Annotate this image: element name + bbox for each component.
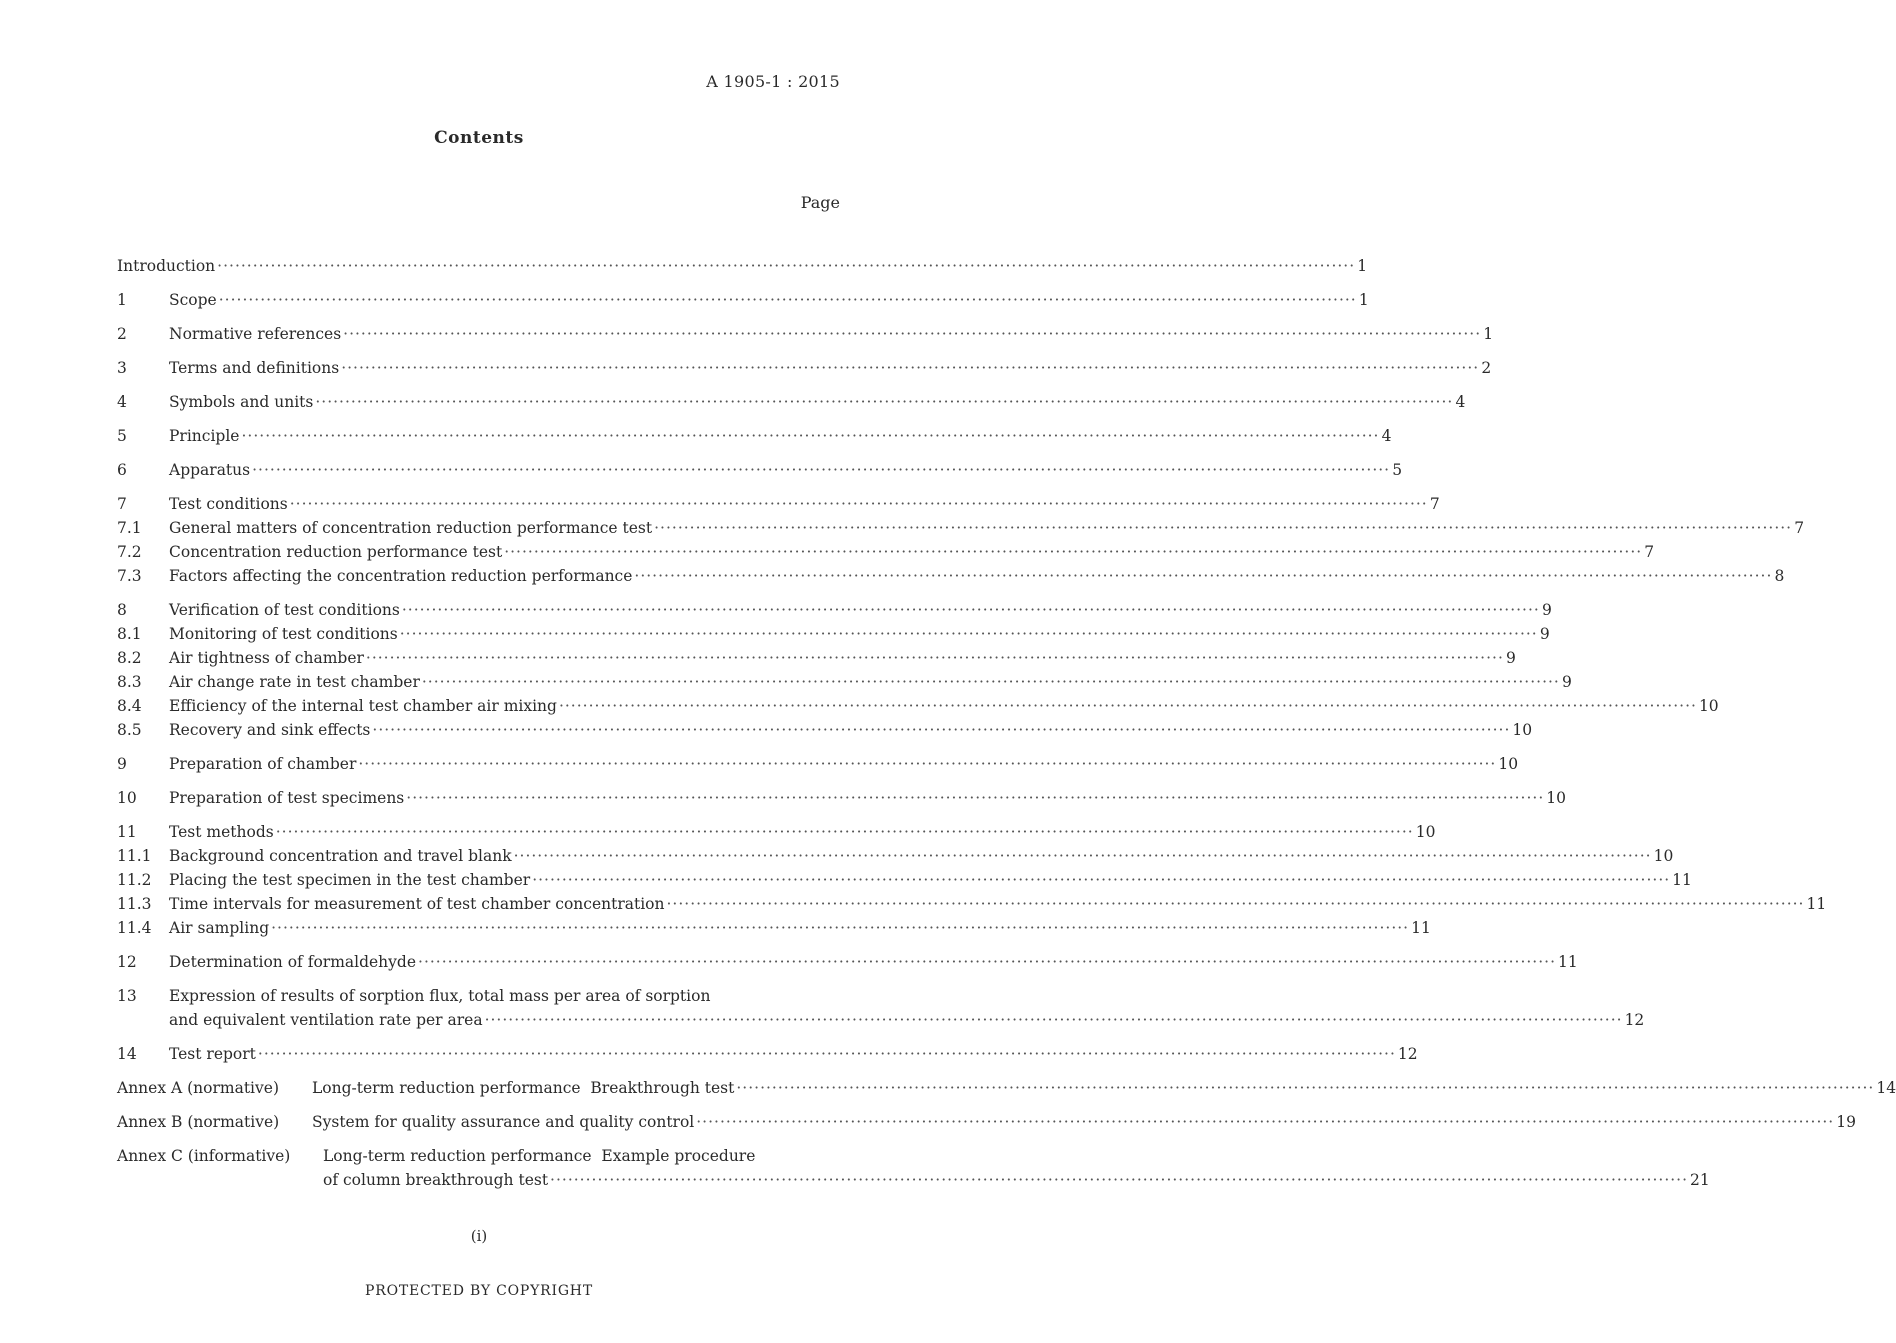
annex-tag: Annex B (normative) xyxy=(117,1113,280,1131)
toc-number: 5 xyxy=(117,427,127,445)
toc-label-block xyxy=(323,1144,1710,1192)
document-code: A 1905-1 : 2015 xyxy=(706,72,840,91)
toc-entry-annex-c[interactable] xyxy=(117,1144,1710,1192)
toc-page: 10 xyxy=(1415,823,1436,841)
toc-page: 10 xyxy=(1698,697,1719,715)
dot-leader xyxy=(736,1076,1874,1100)
toc-label: Long-term reduction performance Example procedure xyxy=(323,1147,756,1165)
toc-label: Test methods xyxy=(169,823,274,841)
toc-number: 7.1 xyxy=(117,519,142,537)
toc-entry-11[interactable] xyxy=(117,820,1436,844)
toc-entry-10[interactable] xyxy=(117,786,1566,810)
dot-leader xyxy=(366,646,1504,670)
toc-label-line xyxy=(323,1168,1710,1192)
toc-label: Introduction xyxy=(117,257,216,275)
toc-label: Efficiency of the internal test chamber air mixing xyxy=(169,697,557,715)
dot-leader xyxy=(550,1168,1688,1192)
toc-label: Recovery and sink effects xyxy=(169,721,371,739)
toc-number: 3 xyxy=(117,359,127,377)
toc-number: 11.3 xyxy=(117,895,152,913)
toc-page: 7 xyxy=(1644,543,1655,561)
table-of-contents xyxy=(117,254,1896,1192)
toc-entry-12[interactable] xyxy=(117,950,1578,974)
dot-leader xyxy=(418,950,1556,974)
annex-tag: Annex A (normative) xyxy=(117,1079,279,1097)
footer-page-number: (i) xyxy=(470,1227,488,1245)
toc-label: Time intervals for measurement of test chamber concentration xyxy=(169,895,665,913)
toc-entry-4[interactable] xyxy=(117,390,1466,414)
toc-page: 12 xyxy=(1397,1045,1418,1063)
toc-label: Monitoring of test conditions xyxy=(169,625,398,643)
page-title: Contents xyxy=(434,128,524,148)
toc-number: 11.4 xyxy=(117,919,152,937)
toc-label: Scope xyxy=(169,291,217,309)
toc-entry-7-1[interactable] xyxy=(117,516,1805,540)
dot-leader xyxy=(559,694,1697,718)
toc-entry-14[interactable] xyxy=(117,1042,1418,1066)
dot-leader xyxy=(634,564,1772,588)
toc-label: Determination of formaldehyde xyxy=(169,953,417,971)
toc-number: 14 xyxy=(117,1045,137,1063)
toc-entry-11-2[interactable] xyxy=(117,868,1692,892)
toc-number: 12 xyxy=(117,953,137,971)
toc-entry-11-4[interactable] xyxy=(117,916,1431,940)
toc-entry-8-1[interactable] xyxy=(117,622,1550,646)
toc-label: Verification of test conditions xyxy=(169,601,400,619)
toc-entry-8-2[interactable] xyxy=(117,646,1516,670)
toc-number: 11.2 xyxy=(117,871,152,889)
toc-number: 11.1 xyxy=(117,847,152,865)
toc-page: 2 xyxy=(1481,359,1492,377)
toc-label: System for quality assurance and quality control xyxy=(312,1113,695,1131)
toc-page: 7 xyxy=(1794,519,1805,537)
toc-number: 9 xyxy=(117,755,127,773)
dot-leader xyxy=(219,288,1357,312)
toc-page: 12 xyxy=(1624,1011,1645,1029)
dot-leader xyxy=(343,322,1481,346)
toc-entry-3[interactable] xyxy=(117,356,1492,380)
toc-label: Test report xyxy=(169,1045,256,1063)
toc-entry-introduction[interactable] xyxy=(117,254,1368,278)
toc-entry-11-1[interactable] xyxy=(117,844,1674,868)
toc-number: 7.3 xyxy=(117,567,142,585)
toc-entry-8-4[interactable] xyxy=(117,694,1719,718)
toc-number: 8.1 xyxy=(117,625,142,643)
toc-page: 11 xyxy=(1411,919,1431,937)
toc-page: 14 xyxy=(1876,1079,1896,1097)
toc-page: 11 xyxy=(1672,871,1692,889)
toc-entry-11-3[interactable] xyxy=(117,892,1827,916)
toc-number: 8.5 xyxy=(117,721,142,739)
toc-entry-8[interactable] xyxy=(117,598,1552,622)
dot-leader xyxy=(290,492,1428,516)
toc-label: Apparatus xyxy=(169,461,251,479)
dot-leader xyxy=(504,540,1642,564)
toc-entry-9[interactable] xyxy=(117,752,1519,776)
toc-label-continued: of column breakthrough test xyxy=(323,1171,549,1189)
toc-page: 1 xyxy=(1483,325,1494,343)
toc-entry-7-3[interactable] xyxy=(117,564,1785,588)
toc-entry-2[interactable] xyxy=(117,322,1494,346)
toc-label: Air tightness of chamber xyxy=(169,649,364,667)
toc-page: 1 xyxy=(1358,291,1369,309)
toc-page: 11 xyxy=(1558,953,1578,971)
dot-leader xyxy=(406,786,1544,810)
toc-number: 7.2 xyxy=(117,543,142,561)
toc-label: Symbols and units xyxy=(169,393,314,411)
toc-page: 10 xyxy=(1512,721,1533,739)
toc-number: 7 xyxy=(117,495,127,513)
toc-label: Test conditions xyxy=(169,495,288,513)
dot-leader xyxy=(654,516,1792,540)
dot-leader xyxy=(358,752,1496,776)
toc-entry-7[interactable] xyxy=(117,492,1440,516)
toc-entry-6[interactable] xyxy=(117,458,1403,482)
toc-number: 4 xyxy=(117,393,127,411)
toc-label: Air sampling xyxy=(169,919,270,937)
toc-number: 8.4 xyxy=(117,697,142,715)
toc-label: Principle xyxy=(169,427,240,445)
toc-page: 21 xyxy=(1690,1171,1710,1189)
toc-page: 10 xyxy=(1653,847,1674,865)
toc-label: Normative references xyxy=(169,325,342,343)
toc-page: 10 xyxy=(1546,789,1566,807)
toc-label-block xyxy=(169,984,1644,1032)
dot-leader xyxy=(532,868,1670,892)
toc-page: 4 xyxy=(1381,427,1392,445)
toc-label: Background concentration and travel blank xyxy=(169,847,512,865)
toc-number: 8 xyxy=(117,601,127,619)
toc-label: Placing the test specimen in the test chamber xyxy=(169,871,531,889)
dot-leader xyxy=(485,1008,1623,1032)
toc-label-continued: and equivalent ventilation rate per area xyxy=(169,1011,483,1029)
toc-label: Long-term reduction performance Breakthrough test xyxy=(312,1079,735,1097)
toc-number: 2 xyxy=(117,325,127,343)
copyright-notice: PROTECTED BY COPYRIGHT xyxy=(365,1283,593,1299)
toc-label: General matters of concentration reduction performance test xyxy=(169,519,653,537)
toc-label: Preparation of test specimens xyxy=(169,789,405,807)
toc-number: 6 xyxy=(117,461,127,479)
toc-page: 11 xyxy=(1806,895,1827,913)
dot-leader xyxy=(400,622,1538,646)
dot-leader xyxy=(422,670,1560,694)
dot-leader xyxy=(217,254,1355,278)
toc-page: 19 xyxy=(1836,1113,1856,1131)
toc-entry-8-3[interactable] xyxy=(117,670,1572,694)
toc-entry-annex-b[interactable] xyxy=(117,1110,1856,1134)
toc-entry-5[interactable] xyxy=(117,424,1392,448)
toc-label-line xyxy=(169,1008,1644,1032)
toc-label: Expression of results of sorption flux, total mass per area of sorption xyxy=(169,987,711,1005)
dot-leader xyxy=(315,390,1453,414)
toc-page: 9 xyxy=(1541,601,1552,619)
toc-label: Preparation of chamber xyxy=(169,755,357,773)
dot-leader xyxy=(666,892,1804,916)
dot-leader xyxy=(514,844,1652,868)
toc-label: Concentration reduction performance test xyxy=(169,543,503,561)
dot-leader xyxy=(258,1042,1396,1066)
toc-page: 1 xyxy=(1357,257,1368,275)
dot-leader xyxy=(372,718,1510,742)
toc-entry-13[interactable] xyxy=(117,984,1645,1032)
toc-page: 9 xyxy=(1539,625,1550,643)
dot-leader xyxy=(241,424,1379,448)
dot-leader xyxy=(696,1110,1834,1134)
toc-entry-7-2[interactable] xyxy=(117,540,1655,564)
dot-leader xyxy=(271,916,1409,940)
annex-tag: Annex C (informative) xyxy=(117,1147,291,1165)
toc-page: 9 xyxy=(1506,649,1516,667)
toc-number: 8.2 xyxy=(117,649,142,667)
dot-leader xyxy=(402,598,1540,622)
dot-leader xyxy=(252,458,1390,482)
toc-entry-1[interactable] xyxy=(117,288,1369,312)
toc-number: 8.3 xyxy=(117,673,142,691)
toc-number: 13 xyxy=(117,987,137,1005)
toc-page: 10 xyxy=(1498,755,1519,773)
toc-page: 8 xyxy=(1774,567,1785,585)
toc-page: 9 xyxy=(1561,673,1572,691)
toc-entry-8-5[interactable] xyxy=(117,718,1533,742)
toc-number: 1 xyxy=(117,291,127,309)
toc-page: 4 xyxy=(1455,393,1466,411)
toc-entry-annex-a[interactable] xyxy=(117,1076,1896,1100)
toc-page: 5 xyxy=(1392,461,1403,479)
toc-label: Factors affecting the concentration reduction performance xyxy=(169,567,633,585)
toc-number: 10 xyxy=(117,789,137,807)
toc-number: 11 xyxy=(117,823,137,841)
dot-leader xyxy=(341,356,1479,380)
dot-leader xyxy=(276,820,1414,844)
toc-label: Air change rate in test chamber xyxy=(169,673,420,691)
page-column-header: Page xyxy=(800,193,840,212)
toc-label: Terms and definitions xyxy=(169,359,340,377)
toc-page: 7 xyxy=(1429,495,1440,513)
